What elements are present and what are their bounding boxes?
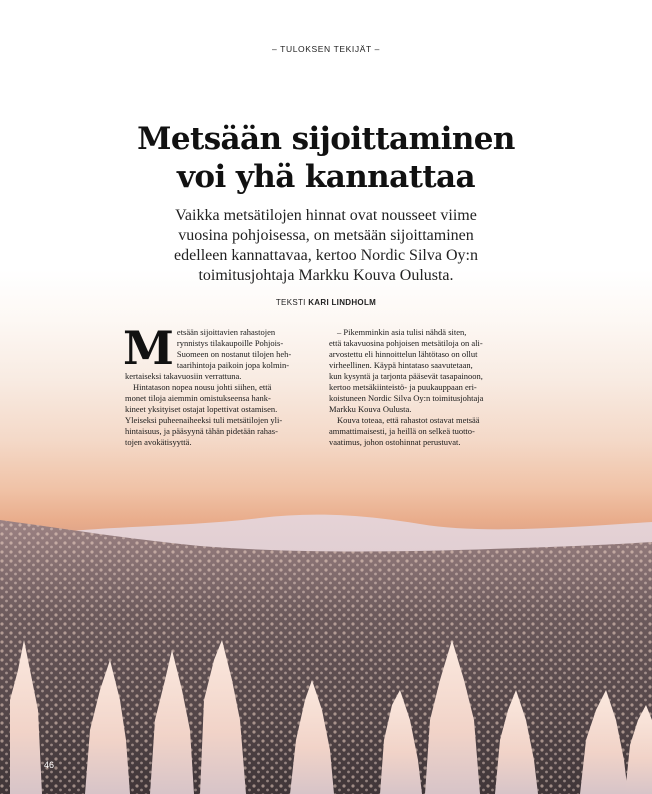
body-line: taarihintoja paikoin jopa kolmin- — [176, 360, 290, 370]
body-line: Suomeen on nostanut tilojen heh- — [176, 349, 292, 359]
body-column-right — [329, 327, 525, 448]
headline-line: Metsään sijoittaminen — [137, 121, 515, 157]
lede-line: vuosina pohjoisessa, on metsään sijoittaminen — [178, 227, 474, 244]
page-number: 46 — [44, 760, 55, 770]
body-line: kun kysyntä ja tarjonta pääsevät tasapainoon, — [329, 371, 483, 381]
body-line: hintaisuus, ja pääsyynä tähän pidetään rahas- — [125, 426, 278, 436]
body-line: koistuneen Nordic Silva Oy:n toimitusjohtaja — [329, 393, 484, 403]
body-line: tojen avokätisyyttä. — [125, 437, 192, 447]
body-line: Kouva toteaa, että rahastot ostavat metsää — [337, 415, 480, 425]
body-line: Markku Kouva Oulusta. — [329, 404, 412, 414]
body-line: kineet yksityiset ostajat lopettivat ostamisen. — [125, 404, 278, 414]
body-line: rynnistys tilakaupoille Pohjois- — [176, 338, 284, 348]
body-line: vaatimus, johon ostohinnat perustuvat. — [329, 437, 461, 447]
body-line: että takavuosina pohjoisen metsätiloja on ali- — [329, 338, 483, 348]
lede-line: Vaikka metsätilojen hinnat ovat nousseet viime — [175, 207, 477, 224]
lede-line: edelleen kannattavaa, kertoo Nordic Silva Oy:n — [174, 247, 478, 264]
body-line: arvostettu eli hinnoittelun lähtötaso on ollut — [329, 349, 478, 359]
lede-line: toimitusjohtaja Markku Kouva Oulusta. — [198, 267, 454, 284]
body-line: monet tiloja aiemmin omistukseensa hank- — [125, 393, 271, 403]
headline-line: voi yhä kannattaa — [176, 159, 476, 195]
body-line: Yleiseksi puheenaiheeksi tuli metsätilojen yli- — [125, 415, 283, 425]
body-line: etsään sijoittavien rahastojen — [176, 327, 276, 337]
body-line: kertaiseksi takavuosiin verrattuna. — [125, 371, 242, 381]
body-line: ammattimaisesti, ja heillä on selkeä tuotto- — [329, 426, 475, 436]
drop-cap: M — [123, 321, 174, 375]
byline — [0, 298, 652, 307]
body-line: Hintatason nopea nousu johti siihen, että — [133, 382, 272, 392]
body-line: virheellinen. Käypä hintataso saavutetaan, — [329, 360, 473, 370]
body-line: – Pikemminkin asia tulisi nähdä siten, — [337, 327, 467, 337]
section-kicker: – TULOKSEN TEKIJÄT – — [272, 44, 380, 54]
article-headline — [0, 120, 652, 196]
byline-author: KARI LINDHOLM — [308, 298, 377, 307]
body-column-left — [123, 321, 321, 448]
body-line: kertoo metsäkiinteistö- ja puukauppaan eri- — [329, 382, 477, 392]
article-lede — [150, 206, 502, 286]
byline-label: TEKSTI — [275, 298, 306, 307]
